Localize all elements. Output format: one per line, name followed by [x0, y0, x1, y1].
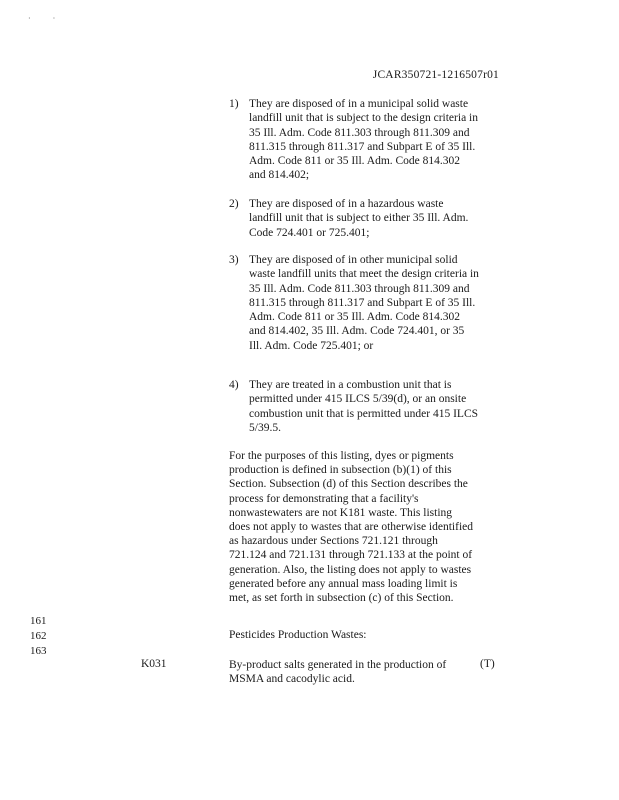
- list-item-4: [229, 378, 479, 435]
- line-number: 161: [30, 615, 47, 627]
- list-item-text: They are disposed of in a hazardous waste landfill unit that is subject to either 35 Ill. Adm. Code 724.401 or 725.401;: [249, 198, 469, 239]
- listing-paragraph: For the purposes of this listing, dyes or pigments production is defined in subsection (b)(1) of this Section. Subsection (d) of this Section describes the process for demonstrating that a facility's nonwastewaters are not K181 waste. This listing does not apply to wastes that are otherwise identified as hazardous under Sections 721.121 through 721.124 and 721.131 through 721.133 at the point of generation. Also, the listing does not apply to wastes generated before any annual mass loading limit is met, as set forth in subsection (c) of this Section.: [229, 450, 473, 605]
- list-item-text: They are treated in a combustion unit that is permitted under 415 ILCS 5/39(d), or an onsite combustion unit that is permitted under 415 ILCS 5/39.5.: [249, 379, 479, 434]
- list-item-text: They are disposed of in other municipal solid waste landfill units that meet the design criteria in 35 Ill. Adm. Code 811.303 through 811.309 and 811.315 through 811.317 and Subpart E of 35 Ill. Adm. Code 811 or 35 Ill. Adm. Code 814.302 and 814.402, 35 Ill. Adm. Code 724.401, or 35 Ill. Adm. Code 725.401; or: [249, 254, 479, 352]
- list-item-2: [229, 197, 479, 240]
- list-item-3: [229, 253, 479, 353]
- section-heading: Pesticides Production Wastes:: [229, 629, 367, 641]
- corner-marks: · ·: [28, 14, 66, 23]
- list-item-number: 2): [229, 198, 239, 210]
- waste-description: By-product salts generated in the production of MSMA and cacodylic acid.: [229, 659, 447, 686]
- line-number: 163: [30, 645, 47, 657]
- hazard-code: (T): [480, 658, 495, 670]
- list-item-1: [229, 97, 479, 183]
- list-item-number: 3): [229, 254, 239, 266]
- list-item-text: They are disposed of in a municipal solid waste landfill unit that is subject to the design criteria in 35 Ill. Adm. Code 811.303 through 811.309 and 811.315 through 811.317 and Subpart E of 35 Ill. Adm. Code 811 or 35 Ill. Adm. Code 814.302 and 814.402;: [249, 98, 478, 182]
- list-item-number: 1): [229, 98, 239, 110]
- list-item-number: 4): [229, 379, 239, 391]
- waste-code: K031: [141, 658, 167, 670]
- line-number: 162: [30, 630, 47, 642]
- document-id: JCAR350721-1216507r01: [372, 69, 499, 81]
